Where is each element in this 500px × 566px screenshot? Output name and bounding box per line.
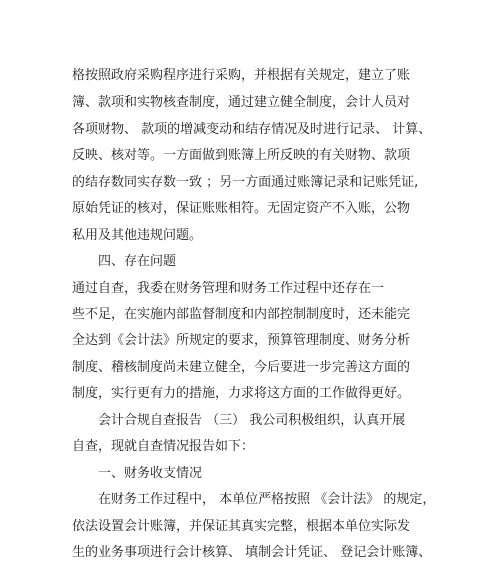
text-line-4: 反映、核对等。一方面做到账簿上所反映的有关财物、款项 (72, 148, 411, 163)
text-line-7: 私用及其他违规问题。 (72, 228, 203, 243)
text-line-5: 的结存数同实存数一致 ；另一方面通过账簿记录和记账凭证, (72, 175, 419, 190)
text-line-17: 在财务工作过程中， 本单位严格按照 《会计法》 的规定， (98, 492, 436, 507)
text-line-6: 原始凭证的核对，保证账账相符。无固定资产不入账，公物 (72, 201, 411, 216)
section-heading-finance: 一、财务收支情况 (98, 466, 203, 481)
text-line-9: 通过自查，我委在财务管理和财务工作过程中还存在一 (72, 281, 385, 296)
text-line-2: 簿、款项和实物核查制度，通过建立健全制度，会计人员对 (72, 95, 411, 110)
text-line-19: 生的业务事项进行会计核算、 填制会计凭证、 登记会计账簿、 (72, 545, 432, 560)
text-line-13: 制度，实行更有力的措施，力求将这方面的工作做得更好。 (72, 386, 411, 401)
text-line-18: 依法设置会计账簿，并保证其真实完整，根据本单位实际发 (72, 519, 411, 534)
text-line-10: 些不足，在实施内部监督制度和内部控制制度时，还未能完 (72, 307, 411, 322)
text-line-1: 格按照政府采购程序进行采购，并根据有关规定，建立了账 (72, 68, 411, 83)
text-line-11: 全达到《会计法》所规定的要求，预算管理制度、财务分析 (72, 333, 411, 348)
text-line-12: 制度、稽核制度尚未建立健全，今后要进一步完善这方面的 (72, 360, 411, 375)
text-line-15: 自查，现就自查情况报告如下： (72, 439, 255, 454)
text-line-3: 各项财物、 款项的增减变动和结存情况及时进行记录、 计算、 (72, 122, 432, 137)
report-title-line: 会计合规自查报告 （三） 我公司积极组织，认真开展 (98, 413, 406, 428)
section-heading-problems: 四、存在问题 (98, 254, 177, 269)
